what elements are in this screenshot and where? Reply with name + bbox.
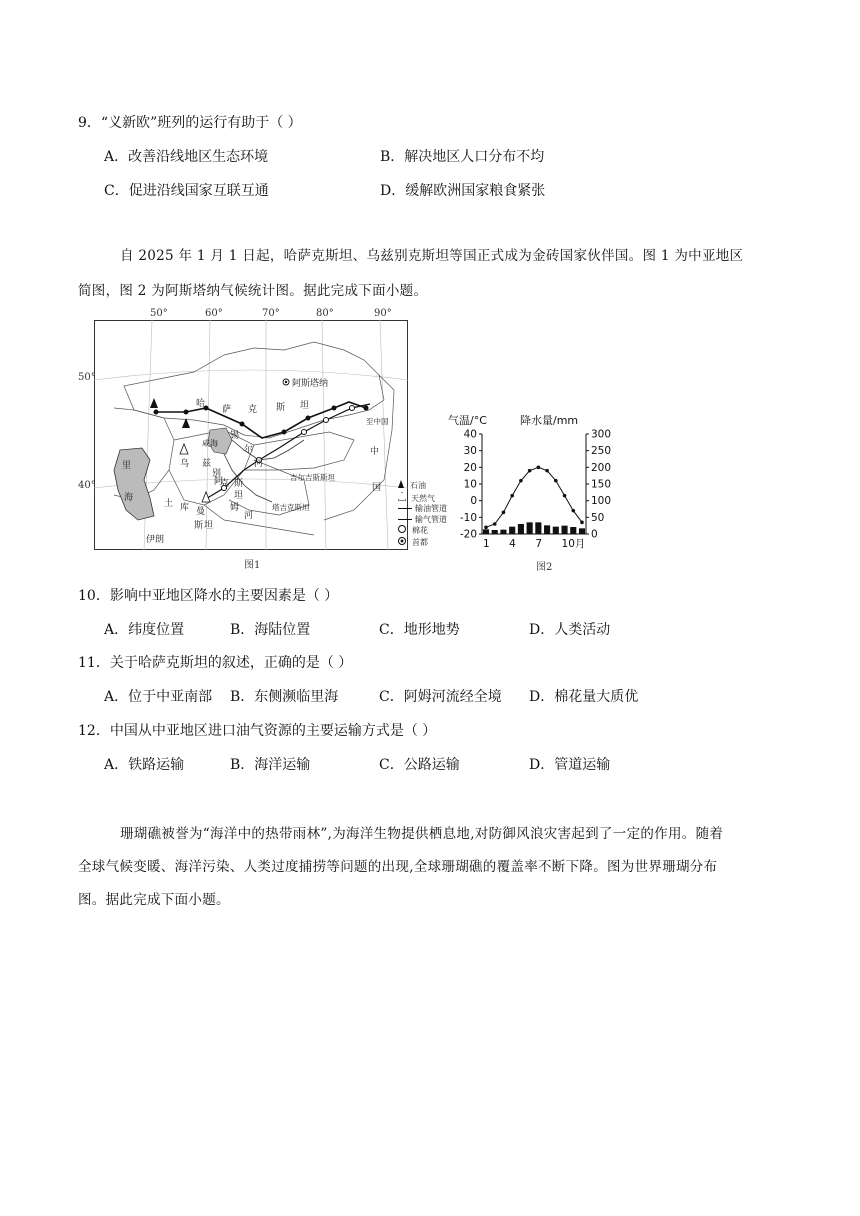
precip-tick-label: 150 <box>591 478 612 491</box>
precip-bar <box>579 528 585 534</box>
precip-axis-title: 降水量/mm <box>520 414 579 427</box>
place-label: 别 <box>212 469 222 479</box>
precip-bar <box>535 522 541 534</box>
lon-label: 70° <box>262 308 280 319</box>
legend-capital: 首都 <box>398 537 458 549</box>
temp-point <box>580 521 584 525</box>
temp-point <box>510 494 514 498</box>
legend-gas: 天然气 <box>398 492 458 505</box>
place-label: 坦 <box>204 521 214 531</box>
place-label: 土 <box>164 499 174 509</box>
q10-option-d: D．人类活动 <box>529 622 611 638</box>
place-label: 伊朗 <box>146 535 165 545</box>
precip-tick-label: 50 <box>591 511 605 524</box>
precip-bar <box>518 524 524 534</box>
x-tick-label: 7 <box>535 538 543 550</box>
lon-label: 90° <box>374 308 392 319</box>
temp-point <box>537 466 541 470</box>
precip-bar <box>553 527 559 534</box>
precip-bar <box>483 529 489 534</box>
place-label: 河 <box>254 459 264 469</box>
place-label: 咸海 <box>202 439 218 448</box>
q10-option-c: C．地形地势 <box>379 622 460 638</box>
precip-tick-label: 0 <box>591 528 598 541</box>
q11-option-b: B．东侧濒临里海 <box>230 689 339 705</box>
q9-stem: 9．“义新欧”班列的运行有助于（ ） <box>78 115 302 131</box>
precip-tick-label: 300 <box>591 428 612 441</box>
place-label: 尔 <box>244 445 254 455</box>
place-label: 斯 <box>234 479 244 489</box>
lon-label: 80° <box>316 308 334 319</box>
q12-option-a: A．铁路运输 <box>104 757 185 773</box>
x-tick-label: 1 <box>483 538 490 550</box>
temp-point <box>502 511 506 515</box>
lon-label: 50° <box>150 308 168 319</box>
q11-option-a: A．位于中亚南部 <box>104 689 213 705</box>
temp-point <box>493 522 497 526</box>
passage2-line2: 全球气候变暖、海洋污染、人类过度捕捞等问题的出现,全球珊瑚礁的覆盖率不断下降。图为世界珊瑚分布 <box>78 859 718 875</box>
place-label: 姆 <box>230 503 240 513</box>
place-label: 河 <box>244 511 254 521</box>
x-tick-label: 4 <box>509 538 516 550</box>
place-label: 哈 <box>196 399 206 409</box>
temp-point <box>571 509 575 513</box>
q9-option-a: A．改善沿线地区生态环境 <box>104 149 269 165</box>
precip-tick-label: 200 <box>591 461 612 474</box>
q12-option-b: B．海洋运输 <box>230 757 311 773</box>
place-label: 兹 <box>202 459 212 469</box>
place-label: 锡 <box>230 431 240 441</box>
q10-option-b: B．海陆位置 <box>230 622 311 638</box>
q9-option-d: D．缓解欧洲国家粮食紧张 <box>380 183 546 199</box>
city-label: 阿斯塔纳 <box>292 379 329 389</box>
legend-gas-pipeline: 输气管道 <box>398 515 458 526</box>
temp-point <box>528 469 532 473</box>
place-label: 曼 <box>196 507 206 517</box>
passage2-line1: 珊瑚礁被誉为“海洋中的热带雨林”,为海洋生物提供栖息地,对防御风浪灾害起到了一定的作用。随着 <box>120 826 724 842</box>
place-label: 斯 <box>276 403 286 413</box>
temp-point <box>554 479 558 483</box>
place-label: 里 <box>122 461 132 471</box>
temp-tick-label: 30 <box>463 445 477 458</box>
place-label: 萨 <box>222 405 232 415</box>
temp-axis-title: 气温/°C <box>448 414 487 427</box>
q9-option-b: B．解决地区人口分布不均 <box>380 149 545 165</box>
place-label: 坦 <box>234 491 244 501</box>
q12-option-d: D．管道运输 <box>529 757 611 773</box>
precip-bar <box>544 525 550 534</box>
q10-stem: 10．影响中亚地区降水的主要因素是（ ） <box>78 588 339 604</box>
figure2-caption: 图2 <box>536 562 553 573</box>
precip-bar <box>570 527 576 534</box>
precip-bar <box>509 527 515 534</box>
place-label: 库 <box>180 503 190 513</box>
q12-stem: 12．中国从中亚地区进口油气资源的主要运输方式是（ ） <box>78 723 437 739</box>
precip-tick-label: 250 <box>591 445 612 458</box>
q11-option-c: C．阿姆河流经全境 <box>379 689 502 705</box>
lat-label: 40° <box>78 480 96 491</box>
precip-bar <box>492 530 498 534</box>
q11-option-d: D．棉花量大质优 <box>529 689 639 705</box>
temp-point <box>563 494 567 498</box>
place-label: 塔吉克斯坦 <box>272 503 310 512</box>
temp-point <box>484 526 488 530</box>
place-label: 阿 <box>214 477 224 487</box>
place-label: 海 <box>124 493 134 503</box>
legend-cotton: 棉花 <box>398 525 458 537</box>
central-asia-map <box>94 320 408 550</box>
place-label: 至中国 <box>366 417 389 426</box>
passage2-line3: 图。据此完成下面小题。 <box>78 892 230 908</box>
temp-line <box>486 467 582 527</box>
place-label: 斯 <box>194 521 204 531</box>
q9-option-c: C．促进沿线国家互联互通 <box>104 183 269 199</box>
temp-tick-label: 40 <box>463 428 477 441</box>
temp-tick-label: 0 <box>470 495 477 508</box>
temp-tick-label: -10 <box>459 511 477 524</box>
lat-label: 50° <box>78 372 96 383</box>
q11-stem: 11．关于哈萨克斯坦的叙述，正确的是（ ） <box>78 655 353 671</box>
temp-point <box>519 479 523 483</box>
temp-point <box>545 469 549 473</box>
place-label: 吉尔吉斯斯坦 <box>290 473 335 482</box>
precip-bar <box>561 526 567 534</box>
x-tick-label: 10月 <box>561 538 586 550</box>
temp-tick-label: 20 <box>463 461 477 474</box>
climate-chart <box>440 426 630 558</box>
lon-label: 60° <box>205 308 223 319</box>
place-label: 乌 <box>180 459 190 469</box>
precip-tick-label: 100 <box>591 495 612 508</box>
passage1-line1: 自 2025 年 1 月 1 日起，哈萨克斯坦、乌兹别克斯坦等国正式成为金砖国家伙伴国。图 1 为中亚地区 <box>120 248 744 264</box>
figure1-caption: 图1 <box>244 560 261 571</box>
passage1-line2: 简图，图 2 为阿斯塔纳气候统计图。据此完成下面小题。 <box>78 283 428 299</box>
place-label: 国 <box>372 483 382 493</box>
precip-bar <box>527 522 533 534</box>
place-label: 中 <box>370 447 380 457</box>
temp-tick-label: -20 <box>459 528 477 541</box>
place-label: 坦 <box>300 401 310 411</box>
q10-option-a: A．纬度位置 <box>104 622 185 638</box>
legend-oil-pipeline: 输油管道 <box>398 504 458 515</box>
legend-oil: 石油 <box>398 480 458 492</box>
place-label: 克 <box>220 479 230 489</box>
q12-option-c: C．公路运输 <box>379 757 460 773</box>
temp-tick-label: 10 <box>463 478 477 491</box>
precip-bar <box>500 530 506 534</box>
place-label: 克 <box>248 405 258 415</box>
